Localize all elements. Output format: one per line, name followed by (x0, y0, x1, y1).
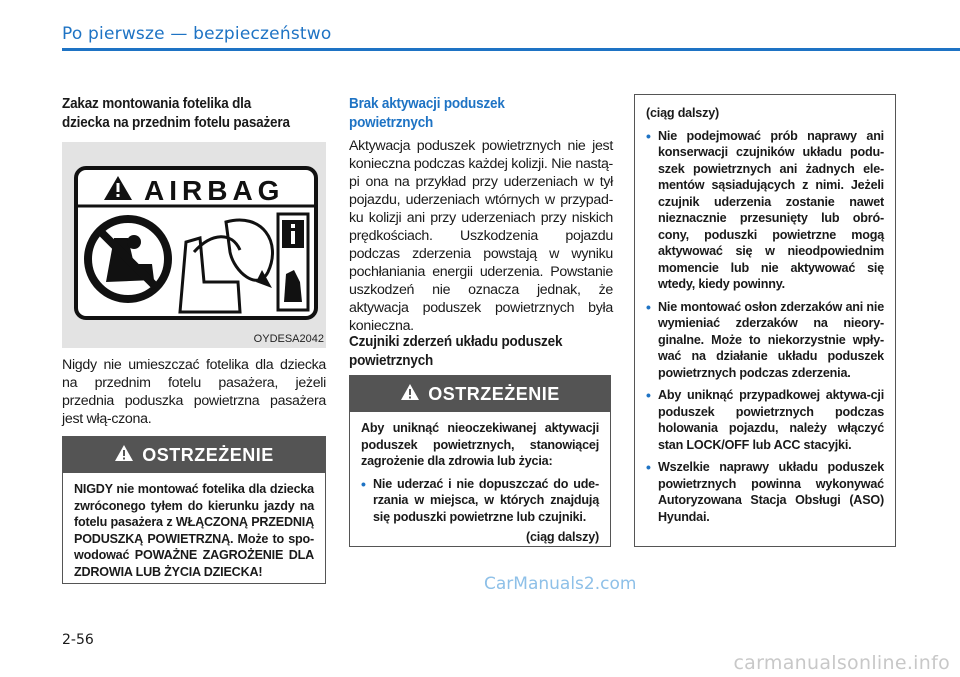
list-item (646, 459, 884, 525)
airbag-label-figure (62, 142, 326, 348)
left-heading (62, 94, 332, 132)
left-heading-line1: Zakaz montowania fotelika dla (62, 95, 252, 112)
warning-title: OSTRZEŻENIE (142, 444, 274, 465)
warning-triangle-icon (114, 444, 134, 467)
bullet-icon: • (646, 298, 651, 315)
middle-warning-box (349, 375, 611, 547)
left-warning-text: NIGDY nie montować fotelika dla dziecka zwróconego tyłem do kierunku jazdy na fotelu pasażera z WŁĄCZONĄ PRZEDNIĄ PODUSZKĄ POWIETRZNĄ. Może to spo-wodować POWAŻNE ZAGROŻENIE DLA ZDROWIA LUB ŻYCIA DZIECKA! (74, 482, 314, 579)
warning-title: OSTRZEŻENIE (428, 383, 560, 404)
left-paragraph: Nigdy nie umieszczać fotelika dla dziecka na przednim fotelu pasażera, jeżeli przednia poduszka powietrzna pasażera jest włą-czona. (62, 357, 326, 427)
middle-heading (349, 94, 614, 132)
list-item (361, 476, 599, 526)
middle-warning-intro: Aby uniknąć nieoczekiwanej aktywacji poduszek powietrznych, stanowiącej zagrożenie dla zdrowia lub życia: (361, 421, 599, 468)
sensors-heading-line1: Czujniki zderzeń układu poduszek (349, 333, 563, 350)
airbag-warning-label-illustration (62, 142, 326, 348)
middle-warning-content (350, 412, 610, 552)
warning-header (350, 376, 610, 412)
figure-code: OYDESA2042 (253, 333, 324, 345)
list-item (646, 299, 884, 382)
airbag-label-text: AIRBAG (144, 175, 285, 206)
bullet-icon: • (646, 127, 651, 144)
middle-paragraph: Aktywacja poduszek powietrznych nie jest konieczna podczas każdej kolizji. Nie nastą-pi ona na przykład przy uderzeniach w tył pojazdu, uderzeniach wtórnych w przypad-ku kolizji ani przy uderzeniach przy niskich prędkościach. Uszkodzenia pojazdu podczas zderzenia powstają w wyniku pochłaniania energii uderzenia. Powstanie uszkodzeń nie oznacza jednak, że aktywacja poduszek powietrznych była konieczna. (349, 138, 613, 334)
list-item-text: Wszelkie naprawy układu poduszek powietrznych powinna wykonywać Autoryzowana Stacja Obsługi (ASO) Hyundai. (658, 460, 884, 524)
list-item-text: Aby uniknąć przypadkowej aktywa-cji poduszek powietrznych podczas holowania pojazdu, należy włączyć stan LOCK/OFF lub ACC stacyjki. (658, 388, 884, 452)
middle-heading-line2: powietrznych (349, 114, 434, 131)
list-item-text: Nie uderzać i nie dopuszczać do ude-rzania w miejsca, w których znajdują się poduszki powietrzne lub czujniki. (373, 476, 599, 524)
right-warning-box (634, 94, 896, 547)
warning-triangle-icon (400, 383, 420, 406)
bullet-icon: • (646, 459, 651, 475)
right-warning-content (635, 95, 895, 531)
list-item (646, 387, 884, 453)
bullet-icon: • (646, 387, 651, 403)
left-heading-line2: dziecka na przednim fotelu pasażera (62, 114, 290, 131)
site-watermark: CarManuals2.com (484, 574, 637, 594)
sensors-heading-line2: powietrznych (349, 352, 434, 369)
list-item-text: Nie montować osłon zderzaków ani nie wymieniać zderzaków na nieory-ginalne. Może to niekorzystnie wpły-wać na działanie układu poduszek powietrznych podczas zderzenia. (658, 299, 884, 380)
left-warning-box (62, 436, 326, 584)
header-rule (62, 48, 960, 51)
continued-note: (ciąg dalszy) (646, 106, 719, 120)
list-item-text: Nie podejmować prób naprawy ani konserwacji czujników układu podu-szek powietrznych ani żadnych ele-mentów sąsiadujących z nimi. Jeżeli czujnik uderzenia zostanie nawet nieznacznie przesunięty lub obró-cony, poduszki powietrzne mogą aktywować się w nieodpowiednim momencie lub nie aktywować się wtedy, kiedy powinny. (658, 128, 884, 291)
page-number: 2-56 (62, 632, 94, 648)
footer-watermark: carmanualsonline.info (733, 652, 950, 674)
list-item (646, 128, 884, 293)
bullet-icon: • (361, 475, 366, 492)
section-title: Po pierwsze — bezpieczeństwo (62, 24, 332, 44)
middle-heading-line1: Brak aktywacji poduszek (349, 95, 505, 112)
sensors-heading (349, 332, 614, 370)
warning-header (63, 437, 325, 473)
continued-note: (ciąg dalszy) (526, 530, 599, 544)
